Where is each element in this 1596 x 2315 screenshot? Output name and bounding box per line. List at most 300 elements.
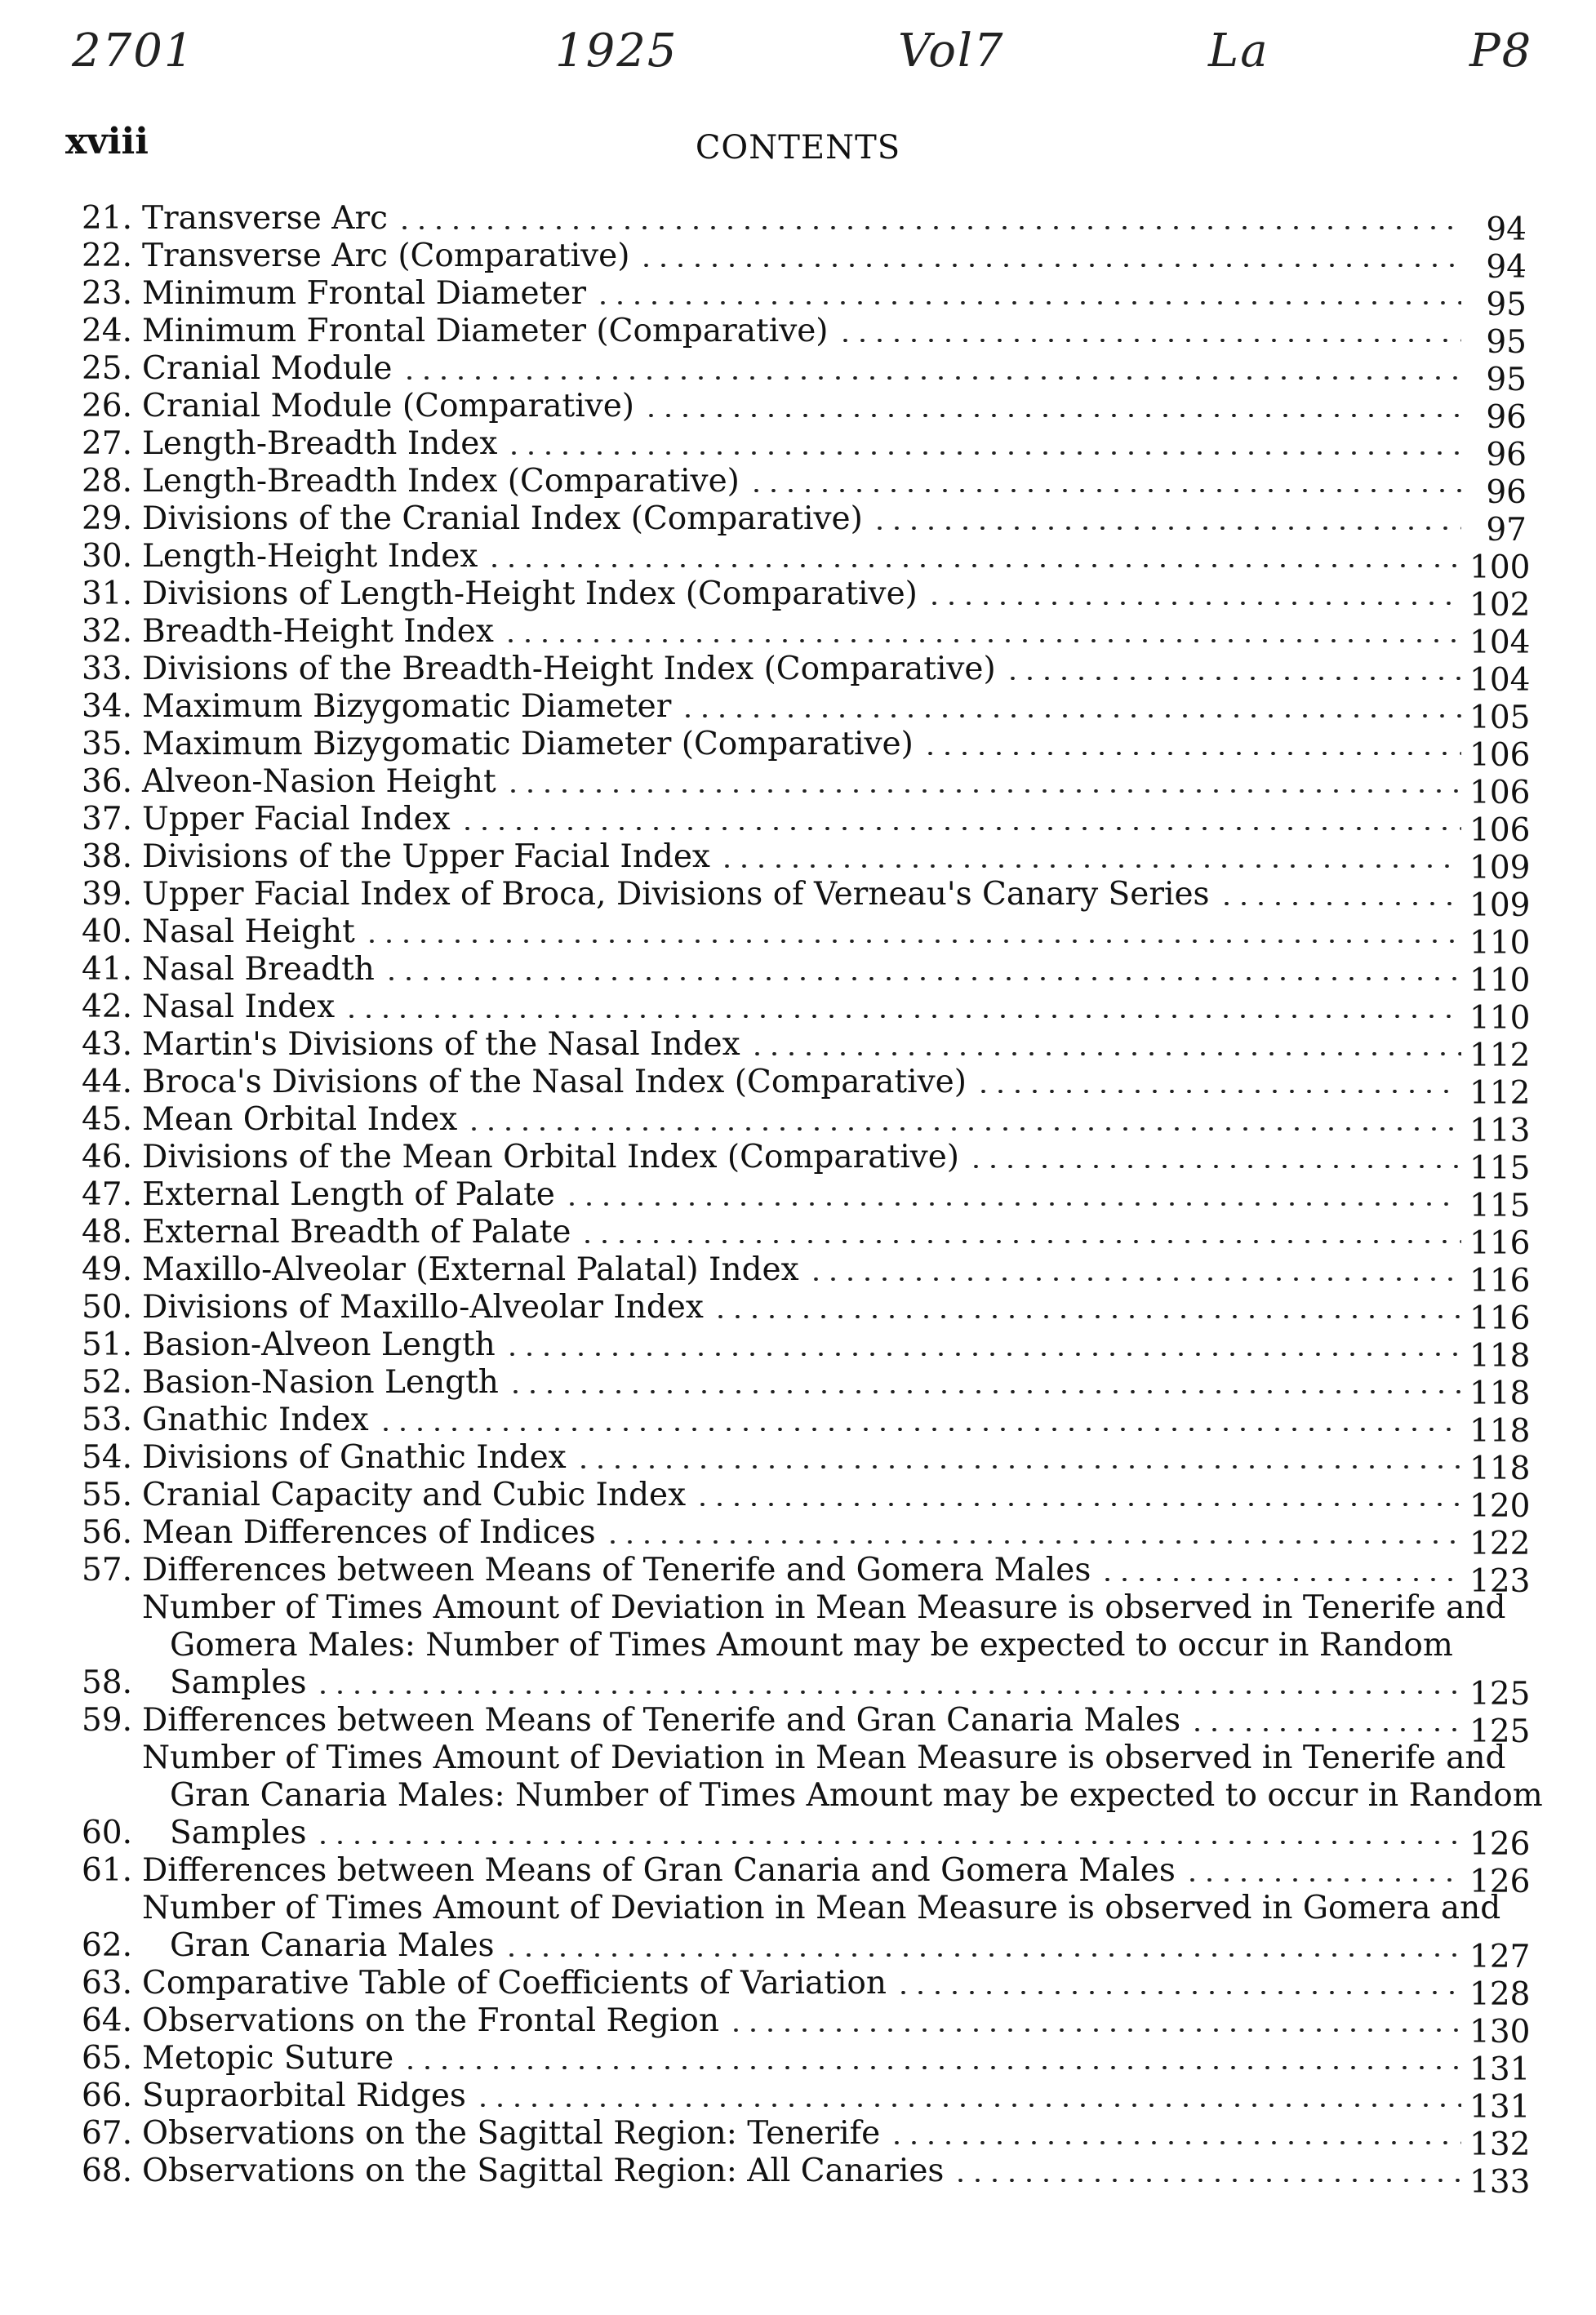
entry-title: Alveon-Nasion Height	[142, 763, 496, 800]
entry-leader-line	[142, 313, 1527, 361]
toc-entry	[57, 2115, 1531, 2163]
entry-body	[142, 1214, 1531, 1262]
entry-body	[142, 538, 1531, 586]
entry-leader-line	[142, 1552, 1531, 1600]
entry-title: Mean Differences of Indices	[142, 1514, 596, 1551]
handwritten-note: Vol7	[898, 24, 1005, 78]
toc-entry	[57, 1289, 1531, 1337]
dot-leader	[679, 714, 1461, 718]
dot-leader	[377, 1428, 1461, 1431]
entry-number: 24.	[81, 313, 132, 349]
entry-body	[142, 1064, 1531, 1112]
dot-leader	[694, 1503, 1461, 1506]
toc-entry	[57, 313, 1527, 361]
entry-body	[142, 763, 1531, 811]
toc-entry	[57, 200, 1527, 248]
entry-leader-line	[142, 801, 1531, 849]
toc-entry	[57, 1364, 1531, 1412]
dot-leader	[507, 1390, 1461, 1393]
entry-title: Minimum Frontal Diameter	[142, 275, 587, 312]
toc-entry	[57, 2002, 1531, 2051]
entry-leader-line	[142, 1289, 1531, 1337]
entry-body	[142, 1364, 1531, 1412]
toc-entry	[57, 726, 1531, 774]
dot-leader	[343, 1015, 1461, 1018]
entry-leader-line	[142, 1139, 1531, 1187]
entry-title: Maximum Bizygomatic Diameter (Comparative)	[142, 726, 914, 762]
entry-page-number: 109	[1469, 850, 1531, 886]
entry-number: 65.	[81, 2040, 132, 2077]
entry-body	[142, 1965, 1531, 2013]
entry-title: Divisions of the Upper Facial Index	[142, 838, 710, 875]
toc-entry	[57, 1890, 1531, 1975]
dot-leader	[1184, 1878, 1461, 1882]
entry-title: External Breadth of Palate	[142, 1214, 571, 1251]
entry-number: 50.	[81, 1289, 132, 1326]
entry-title: Mean Orbital Index	[142, 1101, 458, 1138]
entry-page-number: 94	[1486, 211, 1527, 248]
dot-leader	[638, 264, 1461, 267]
entry-body	[142, 951, 1531, 999]
entry-body	[142, 1139, 1531, 1187]
entry-page-number: 131	[1469, 2089, 1531, 2126]
entry-page-number: 104	[1469, 662, 1531, 699]
entry-leader-line	[142, 1702, 1531, 1750]
entry-leader-line	[142, 651, 1531, 699]
dot-leader	[871, 527, 1461, 530]
entry-page-number: 118	[1469, 1338, 1531, 1375]
entry-body	[142, 575, 1531, 624]
entry-title: Broca's Divisions of the Nasal Index (Comparative)	[142, 1064, 967, 1100]
entry-title: Length-Breadth Index	[142, 425, 498, 462]
entry-number: 41.	[81, 951, 132, 988]
dot-leader	[486, 564, 1461, 567]
dot-leader	[459, 827, 1461, 830]
entry-title: Observations on the Sagittal Region: All Canaries	[142, 2153, 945, 2189]
entry-number: 42.	[81, 989, 132, 1025]
dot-leader	[563, 1202, 1461, 1206]
entry-number: 49.	[81, 1251, 132, 1288]
entry-leader-line	[142, 2040, 1531, 2088]
entry-page-number: 126	[1469, 1826, 1531, 1863]
entry-number: 30.	[81, 538, 132, 575]
entry-body	[142, 613, 1531, 661]
dot-leader	[505, 789, 1461, 793]
entry-body	[142, 1026, 1531, 1074]
entry-page-number: 133	[1469, 2164, 1531, 2201]
toc-entry	[57, 613, 1531, 661]
dot-leader	[975, 1090, 1461, 1093]
entry-page-number: 110	[1469, 1000, 1531, 1037]
dot-leader	[718, 864, 1461, 868]
toc-entry	[57, 651, 1531, 699]
entry-body	[142, 313, 1527, 361]
dot-leader	[396, 226, 1461, 229]
dot-leader	[579, 1240, 1461, 1243]
entry-leader-line	[142, 1514, 1531, 1562]
entry-body	[142, 2002, 1531, 2051]
dot-leader	[1218, 902, 1461, 905]
entry-page-number: 126	[1469, 1864, 1531, 1900]
entry-number: 64.	[81, 2002, 132, 2039]
entry-leader-line	[142, 1101, 1531, 1149]
entry-title-line: Number of Times Amount of Deviation in Mean Measure is observed in Gomera and	[142, 1890, 1501, 1926]
dot-leader	[712, 1315, 1461, 1318]
entry-leader-line	[142, 500, 1527, 549]
toc-entry	[57, 388, 1527, 436]
dot-leader	[575, 1465, 1461, 1469]
entry-title: Differences between Means of Gran Canaria and Gomera Males	[142, 1852, 1176, 1889]
entry-page-number: 95	[1486, 287, 1527, 323]
entry-number: 26.	[81, 388, 132, 424]
toc-entry	[57, 1214, 1531, 1262]
entry-title: External Length of Palate	[142, 1176, 555, 1213]
entry-number: 25.	[81, 350, 132, 387]
entry-body	[142, 500, 1527, 549]
entry-number: 59.	[81, 1702, 132, 1739]
entry-page-number: 128	[1469, 1976, 1531, 2013]
toc-entry	[57, 913, 1531, 962]
entry-leader-line	[142, 688, 1531, 736]
entry-number: 33.	[81, 651, 132, 687]
entry-number: 31.	[81, 575, 132, 612]
entry-leader-line	[142, 575, 1531, 624]
dot-leader	[314, 1841, 1461, 1844]
toc-entry	[57, 238, 1527, 286]
toc-entry	[57, 1139, 1531, 1187]
dot-leader	[1189, 1728, 1461, 1731]
entry-page-number: 118	[1469, 1375, 1531, 1412]
entry-title: Observations on the Frontal Region	[142, 2002, 719, 2039]
entry-page-number: 122	[1469, 1526, 1531, 1562]
entry-title: Nasal Height	[142, 913, 355, 950]
page-title: CONTENTS	[695, 129, 901, 167]
entry-number: 55.	[81, 1477, 132, 1513]
entry-page-number: 118	[1469, 1413, 1531, 1450]
toc-list	[57, 200, 1543, 2201]
entry-page-number: 110	[1469, 962, 1531, 999]
entry-title: Martin's Divisions of the Nasal Index	[142, 1026, 740, 1063]
entry-title: Cranial Module	[142, 350, 393, 387]
entry-leader-line	[142, 2153, 1531, 2201]
entry-leader-line	[142, 951, 1531, 999]
dot-leader	[402, 2066, 1461, 2069]
dot-leader	[502, 639, 1461, 642]
dot-leader	[505, 451, 1461, 455]
entry-page-number: 132	[1469, 2126, 1531, 2163]
entry-body	[142, 876, 1531, 924]
toc-entry	[57, 1176, 1531, 1224]
entry-page-number: 130	[1469, 2014, 1531, 2051]
entry-body	[142, 388, 1527, 436]
entry-number: 67.	[81, 2115, 132, 2152]
entry-page-number: 125	[1469, 1676, 1531, 1713]
toc-entry	[57, 1740, 1543, 1863]
entry-page-number: 106	[1469, 775, 1531, 811]
entry-title: Differences between Means of Tenerife and Gran Canaria Males	[142, 1702, 1181, 1739]
toc-entry	[57, 801, 1531, 849]
entry-body	[142, 425, 1527, 473]
entry-number: 53.	[81, 1402, 132, 1438]
entry-title: Observations on the Sagittal Region: Tenerife	[142, 2115, 881, 2152]
toc-entry	[57, 688, 1531, 736]
toc-entry	[57, 1064, 1531, 1112]
entry-number: 63.	[81, 1965, 132, 2002]
entry-page-number: 112	[1469, 1038, 1531, 1074]
entry-title: Supraorbital Ridges	[142, 2077, 466, 2114]
toc-entry	[57, 1439, 1531, 1487]
dot-leader	[952, 2179, 1461, 2182]
entry-number: 28.	[81, 463, 132, 500]
entry-number: 43.	[81, 1026, 132, 1063]
entry-number: 22.	[81, 238, 132, 274]
toc-entry	[57, 500, 1527, 549]
entry-number: 57.	[81, 1552, 132, 1589]
entry-title: Gran Canaria Males	[170, 1927, 495, 1964]
entry-body	[142, 1552, 1531, 1600]
entry-title: Length-Height Index	[142, 538, 478, 575]
toc-entry	[57, 1251, 1531, 1300]
entry-title: Cranial Module (Comparative)	[142, 388, 634, 424]
dot-leader	[465, 1127, 1461, 1131]
entry-number: 51.	[81, 1326, 132, 1363]
toc-entry	[57, 1965, 1531, 2013]
entry-title: Comparative Table of Coefficients of Variation	[142, 1965, 887, 2002]
entry-leader-line	[142, 275, 1527, 323]
entry-body	[142, 1852, 1531, 1900]
dot-leader	[749, 1052, 1461, 1055]
entry-leader-line	[142, 1927, 1531, 1975]
entry-title: Divisions of the Breadth-Height Index (Comparative)	[142, 651, 996, 687]
entry-number: 45.	[81, 1101, 132, 1138]
toc-entry	[57, 2040, 1531, 2088]
entry-body	[142, 275, 1527, 323]
entry-title: Divisions of the Mean Orbital Index (Comparative)	[142, 1139, 960, 1175]
entry-leader-line	[142, 1026, 1531, 1074]
entry-page-number: 96	[1486, 399, 1527, 436]
entry-body	[142, 200, 1527, 248]
entry-body	[142, 801, 1531, 849]
entry-title: Metopic Suture	[142, 2040, 394, 2077]
toc-entry	[57, 876, 1531, 924]
entry-number: 56.	[81, 1514, 132, 1551]
entry-number: 29.	[81, 500, 132, 537]
entry-title: Maximum Bizygomatic Diameter	[142, 688, 672, 725]
entry-leader-line	[142, 238, 1527, 286]
entry-page-number: 120	[1469, 1488, 1531, 1525]
entry-title: Samples	[170, 1664, 307, 1701]
toc-entry	[57, 763, 1531, 811]
entry-title: Gnathic Index	[142, 1402, 369, 1438]
entry-leader-line	[142, 1326, 1531, 1375]
entry-number: 47.	[81, 1176, 132, 1213]
entry-number: 39.	[81, 876, 132, 913]
entry-page-number: 125	[1469, 1713, 1531, 1750]
toc-entry	[57, 1702, 1531, 1750]
entry-number: 21.	[81, 200, 132, 237]
dot-leader	[922, 752, 1461, 755]
toc-entry	[57, 575, 1531, 624]
entry-number: 54.	[81, 1439, 132, 1476]
entry-title: Samples	[170, 1815, 307, 1851]
entry-body	[142, 1101, 1531, 1149]
entry-title-line: Gran Canaria Males: Number of Times Amount may be expected to occur in Random	[170, 1777, 1543, 1814]
dot-leader	[888, 2141, 1461, 2144]
entry-body	[142, 1176, 1531, 1224]
dot-leader	[926, 602, 1461, 605]
entry-body	[142, 1702, 1531, 1750]
entry-leader-line	[142, 388, 1527, 436]
entry-leader-line	[142, 200, 1527, 248]
entry-title: Differences between Means of Tenerife and Gomera Males	[142, 1552, 1091, 1589]
entry-body	[142, 688, 1531, 736]
handwritten-note: La	[1208, 24, 1269, 78]
entry-number: 46.	[81, 1139, 132, 1175]
entry-page-number: 115	[1469, 1188, 1531, 1224]
entry-number: 38.	[81, 838, 132, 875]
toc-entry	[57, 1477, 1531, 1525]
entry-title: Upper Facial Index	[142, 801, 451, 838]
entry-leader-line	[142, 989, 1531, 1037]
dot-leader	[503, 1953, 1461, 1957]
dot-leader	[604, 1540, 1461, 1544]
entry-page-number: 100	[1469, 549, 1531, 586]
entry-page-number: 110	[1469, 925, 1531, 962]
dot-leader	[1004, 677, 1461, 680]
entry-page-number: 116	[1469, 1263, 1531, 1300]
entry-page-number: 97	[1486, 512, 1527, 549]
entry-leader-line	[142, 2002, 1531, 2051]
entry-title-line: Gomera Males: Number of Times Amount may be expected to occur in Random	[170, 1627, 1453, 1664]
toc-entry	[57, 1589, 1531, 1713]
entry-title: Transverse Arc (Comparative)	[142, 238, 630, 274]
entry-body	[142, 838, 1531, 886]
entry-page-number: 105	[1469, 700, 1531, 736]
entry-body	[142, 2153, 1531, 2201]
entry-leader-line	[142, 1064, 1531, 1112]
entry-number: 60.	[81, 1815, 132, 1851]
entry-page-number: 115	[1469, 1150, 1531, 1187]
toc-entry	[57, 463, 1527, 511]
toc-entry	[57, 1402, 1531, 1450]
entry-title: Length-Breadth Index (Comparative)	[142, 463, 740, 500]
entry-title: Divisions of the Cranial Index (Comparative)	[142, 500, 863, 537]
dot-leader	[837, 339, 1461, 342]
entry-title-line: Number of Times Amount of Deviation in Mean Measure is observed in Tenerife and	[142, 1740, 1506, 1776]
entry-page-number: 106	[1469, 812, 1531, 849]
entry-leader-line	[142, 876, 1531, 924]
entry-leader-line	[142, 838, 1531, 886]
entry-page-number: 127	[1469, 1939, 1531, 1975]
entry-page-number: 95	[1486, 324, 1527, 361]
dot-leader	[1099, 1578, 1461, 1581]
entry-number: 68.	[81, 2153, 132, 2189]
entry-number: 23.	[81, 275, 132, 312]
entry-leader-line	[142, 1176, 1531, 1224]
entry-title: Upper Facial Index of Broca, Divisions of Verneau's Canary Series	[142, 876, 1210, 913]
toc-entry	[57, 538, 1531, 586]
entry-body	[142, 2115, 1531, 2163]
entry-leader-line	[142, 1402, 1531, 1450]
toc-entry	[57, 2153, 1531, 2201]
dot-leader	[748, 489, 1461, 492]
entry-page-number: 131	[1469, 2051, 1531, 2088]
entry-title: Minimum Frontal Diameter (Comparative)	[142, 313, 829, 349]
entry-number: 36.	[81, 763, 132, 800]
toc-entry	[57, 951, 1531, 999]
toc-entry	[57, 350, 1527, 398]
entry-leader-line	[142, 350, 1527, 398]
handwritten-note: 1925	[555, 24, 678, 78]
entry-body	[142, 1514, 1531, 1562]
entry-page-number: 95	[1486, 362, 1527, 398]
entry-number: 58.	[81, 1664, 132, 1701]
entry-page-number: 116	[1469, 1300, 1531, 1337]
handwritten-note: 2701	[72, 24, 195, 78]
dot-leader	[967, 1165, 1461, 1168]
entry-page-number: 116	[1469, 1225, 1531, 1262]
entry-page-number: 104	[1469, 624, 1531, 661]
entry-page-number: 96	[1486, 474, 1527, 511]
toc-entry	[57, 1852, 1531, 1900]
entry-leader-line	[142, 1439, 1531, 1487]
entry-body	[142, 2040, 1531, 2088]
entry-leader-line	[142, 2115, 1531, 2163]
entry-title: Divisions of Length-Height Index (Comparative)	[142, 575, 918, 612]
entry-body	[142, 1740, 1543, 1863]
entry-body	[142, 1890, 1531, 1975]
toc-entry	[57, 1514, 1531, 1562]
entry-body	[142, 1402, 1531, 1450]
dot-leader	[314, 1691, 1461, 1694]
entry-number: 32.	[81, 613, 132, 650]
entry-body	[142, 1439, 1531, 1487]
dot-leader	[401, 376, 1462, 380]
entry-body	[142, 989, 1531, 1037]
entry-page-number: 106	[1469, 737, 1531, 774]
page-number: xviii	[65, 121, 149, 162]
entry-leader-line	[142, 425, 1527, 473]
entry-leader-line	[142, 538, 1531, 586]
entry-title: Nasal Index	[142, 989, 336, 1025]
entry-number: 61.	[81, 1852, 132, 1889]
entry-body	[142, 463, 1527, 511]
toc-entry	[57, 1026, 1531, 1074]
entry-page-number: 113	[1469, 1113, 1531, 1149]
entry-title: Basion-Nasion Length	[142, 1364, 499, 1401]
dot-leader	[807, 1277, 1461, 1281]
entry-leader-line	[142, 2077, 1531, 2126]
entry-title: Basion-Alveon Length	[142, 1326, 496, 1363]
entry-leader-line	[142, 1965, 1531, 2013]
entry-leader-line	[142, 1214, 1531, 1262]
entry-page-number: 109	[1469, 887, 1531, 924]
entry-number: 66.	[81, 2077, 132, 2114]
entry-leader-line	[142, 613, 1531, 661]
entry-title: Divisions of Maxillo-Alveolar Index	[142, 1289, 704, 1326]
dot-leader	[895, 1991, 1461, 1994]
entry-body	[142, 726, 1531, 774]
dot-leader	[383, 977, 1461, 980]
toc-entry	[57, 425, 1527, 473]
entry-leader-line	[142, 1815, 1531, 1863]
dot-leader	[594, 301, 1461, 304]
dot-leader	[474, 2104, 1461, 2107]
entry-leader-line	[142, 463, 1527, 511]
entry-number: 40.	[81, 913, 132, 950]
entry-body	[142, 238, 1527, 286]
entry-title: Nasal Breadth	[142, 951, 375, 988]
